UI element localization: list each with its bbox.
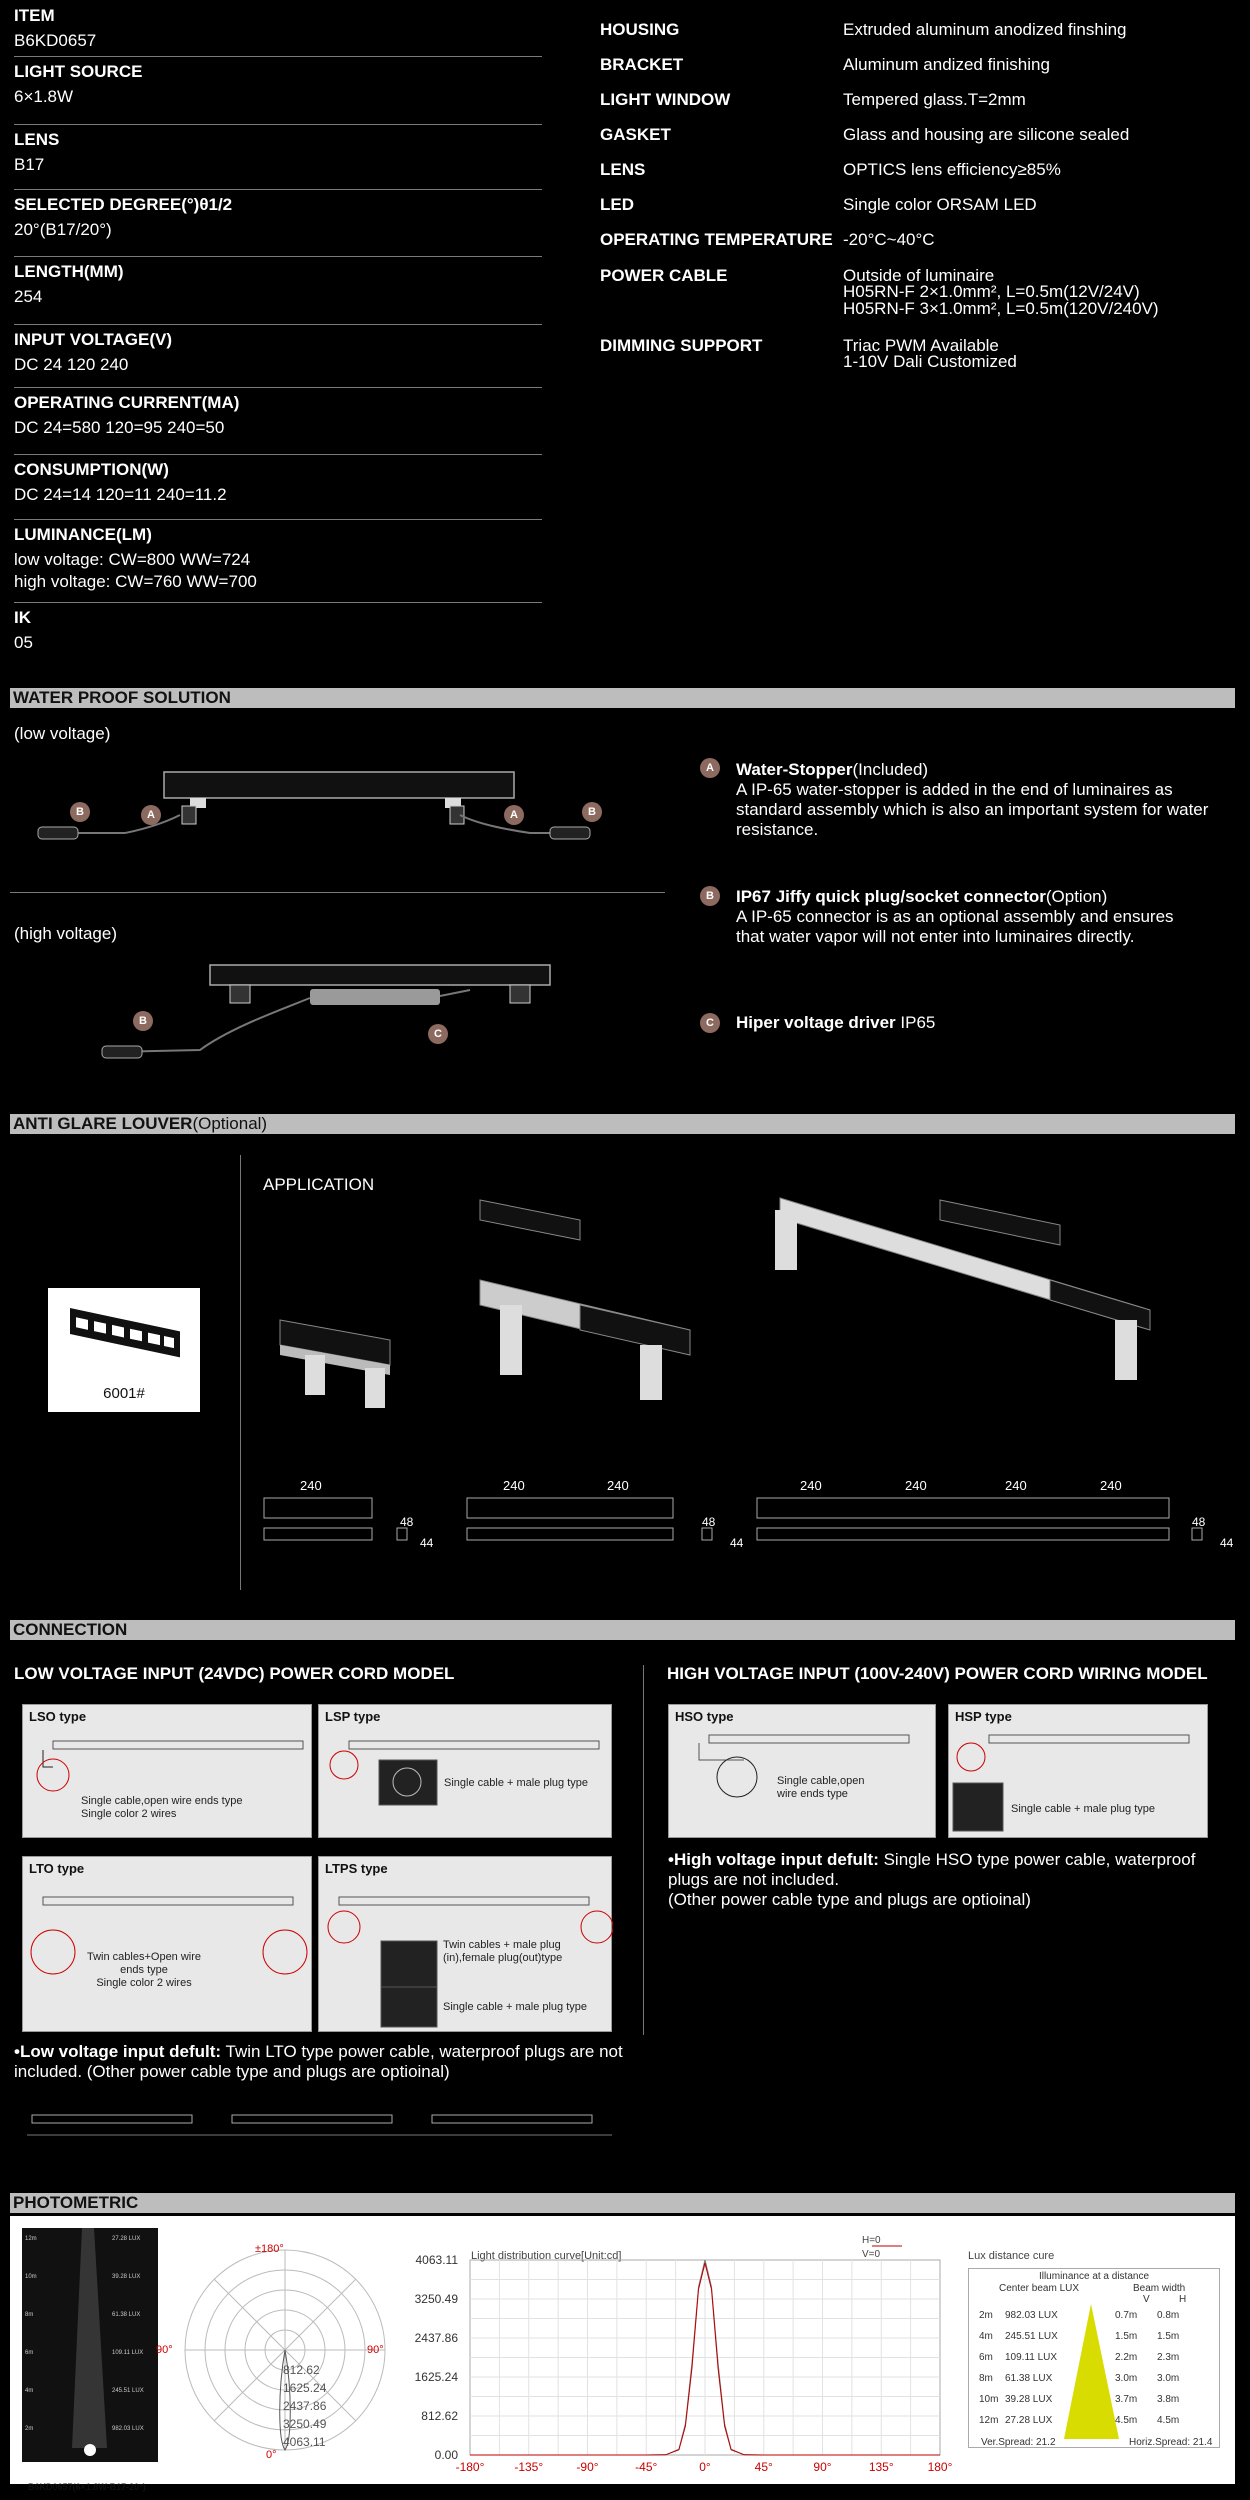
- spec-label: CONSUMPTION(W): [14, 460, 169, 479]
- lsp-type-card: [318, 1704, 612, 1838]
- spec-label: DIMMING SUPPORT: [600, 336, 763, 355]
- beam-distance-label: 8m: [25, 2312, 34, 2318]
- spec-value: 6×1.8W: [14, 87, 74, 106]
- louver-application-illustrations: [260, 1180, 1240, 1440]
- spec-label: LED: [600, 195, 634, 214]
- high-voltage-default-note: •High voltage input defult: Single HSO type power cable, waterproof plugs are not included. (Other power cable type and plugs are optioinal): [668, 1850, 1196, 1909]
- x-tick-label: 45°: [754, 2460, 773, 2474]
- badge-c: C: [700, 1013, 720, 1033]
- legend-v: V=0: [862, 2249, 881, 2260]
- divider: [14, 124, 542, 125]
- spec-label: GASKET: [600, 125, 671, 144]
- louver-dim-width: 240: [503, 1478, 525, 1493]
- lux-cell: 10m: [979, 2394, 999, 2405]
- spec-value: Glass and housing are silicone sealed: [843, 125, 1130, 144]
- spec-value: Tempered glass.T=2mm: [843, 90, 1026, 109]
- card-title: HSO type: [675, 1709, 734, 1724]
- badge-b: B: [582, 802, 602, 822]
- beam-distance-label: 6m: [25, 2350, 34, 2356]
- lux-cell: 12m: [979, 2415, 999, 2426]
- x-tick-label: 0°: [699, 2460, 711, 2474]
- section-louver-header: ANTI GLARE LOUVER(Optional): [10, 1114, 1235, 1134]
- spec-value: B17: [14, 155, 45, 174]
- lux-cell: 2.3m: [1157, 2352, 1180, 2363]
- lux-cell: 8m: [979, 2373, 993, 2384]
- spec-value: 20°(B17/20°): [14, 220, 112, 239]
- divider: [14, 387, 542, 388]
- spec-value: Aluminum andized finishing: [843, 55, 1050, 74]
- spec-value: Outside of luminaire: [843, 266, 995, 285]
- lux-row: [977, 2370, 1217, 2390]
- y-tick-label: 2437.86: [414, 2331, 458, 2345]
- polar-top-label: ±180°: [255, 2243, 284, 2255]
- lux-cell: 3.0m: [1115, 2373, 1138, 2384]
- x-tick-label: 90°: [813, 2460, 832, 2474]
- badge-a: A: [700, 758, 720, 778]
- lux-row: [977, 2349, 1217, 2369]
- louver-dim-width: 240: [1100, 1478, 1122, 1493]
- lux-head: H: [1179, 2294, 1187, 2305]
- beam-lux-label: 39.28 LUX: [112, 2274, 141, 2280]
- lux-head: Illuminance at a distance: [1038, 2271, 1150, 2282]
- lux-cell: 6m: [979, 2352, 993, 2363]
- spec-label: ITEM: [14, 6, 55, 25]
- y-tick-label: 812.62: [421, 2409, 458, 2423]
- spec-label: LENS: [14, 130, 60, 149]
- lux-table: [968, 2268, 1220, 2448]
- divider: [14, 324, 542, 325]
- spec-label: LENGTH(MM): [14, 262, 124, 281]
- spec-label: HOUSING: [600, 20, 680, 39]
- spec-value: high voltage: CW=760 WW=700: [14, 572, 257, 591]
- polar-ring-label: 4063.11: [283, 2435, 326, 2449]
- polar-ring-label: 1625.24: [283, 2381, 327, 2395]
- spec-value: DC 24 120 240: [14, 355, 129, 374]
- high-voltage-label: (high voltage): [14, 924, 118, 943]
- spec-value: low voltage: CW=800 WW=724: [14, 550, 251, 569]
- spec-value: DC 24=14 120=11 240=11.2: [14, 485, 227, 504]
- lux-row: [977, 2391, 1217, 2411]
- card-desc: Twin cables+Open wire ends type Single color 2 wires: [87, 1951, 202, 1989]
- louver-dim-height: 44: [1220, 1536, 1234, 1550]
- light-distribution-chart: [400, 2225, 960, 2485]
- lux-title: Lux distance cure: [968, 2250, 1055, 2262]
- lux-cell: 2.2m: [1115, 2352, 1138, 2363]
- beam-image: [22, 2228, 158, 2462]
- spec-value: Triac PWM Available: [843, 336, 999, 355]
- polar-ring-label: 2437.86: [283, 2399, 327, 2413]
- card-title: LTO type: [29, 1861, 85, 1876]
- curve-title: Light distribution curve[Unit:cd]: [471, 2250, 622, 2262]
- polar-right-label: 90°: [367, 2344, 384, 2356]
- x-tick-label: -90°: [576, 2460, 599, 2474]
- lso-type-card: [22, 1704, 312, 1838]
- spec-label: IK: [14, 608, 31, 627]
- lux-cell: 1.5m: [1115, 2331, 1138, 2342]
- louver-dim-height: 44: [420, 1536, 434, 1550]
- lux-cell: 0.8m: [1157, 2310, 1180, 2321]
- spec-label: LENS: [600, 160, 646, 179]
- polar-ring-label: 812.62: [283, 2363, 320, 2377]
- card-title: LSO type: [29, 1709, 87, 1724]
- beam-lux-label: 245.51 LUX: [112, 2388, 144, 2394]
- x-tick-label: -45°: [635, 2460, 658, 2474]
- louver-dim-height: 48: [400, 1515, 414, 1529]
- spec-value: 05: [14, 633, 33, 652]
- badge-b: B: [133, 1011, 153, 1031]
- card-desc: Single cable + male plug type: [444, 1777, 589, 1789]
- spec-label: SELECTED DEGREE(°)θ1/2: [14, 195, 233, 214]
- card-desc: Single cable + male plug type: [1011, 1803, 1156, 1815]
- divider: [643, 1665, 644, 2035]
- lux-cell: 39.28 LUX: [1005, 2394, 1053, 2405]
- spec-value: OPTICS lens efficiency≥85%: [843, 160, 1061, 179]
- lux-cell: 4.5m: [1115, 2415, 1138, 2426]
- badge-b: B: [70, 802, 90, 822]
- lux-cell: 27.28 LUX: [1005, 2415, 1053, 2426]
- spec-value: Single color ORSAM LED: [843, 195, 1037, 214]
- lux-cell: 3.0m: [1157, 2373, 1180, 2384]
- lux-cell: 0.7m: [1115, 2310, 1138, 2321]
- lto-type-card: [22, 1856, 312, 2032]
- application-label: APPLICATION: [263, 1175, 375, 1194]
- lux-head: V: [1143, 2294, 1150, 2305]
- card-title: HSP type: [955, 1709, 1012, 1724]
- spec-value: B6KD0657: [14, 31, 97, 50]
- beam-distance-label: 10m: [25, 2274, 37, 2280]
- louver-dim-width: 240: [800, 1478, 822, 1493]
- lux-cell: 245.51 LUX: [1005, 2331, 1058, 2342]
- card-title: LSP type: [325, 1709, 381, 1724]
- hso-type-card: [668, 1704, 936, 1838]
- card-title: LTPS type: [325, 1861, 388, 1876]
- lux-row: [977, 2328, 1217, 2348]
- spec-label: LIGHT SOURCE: [14, 62, 143, 81]
- x-tick-label: -135°: [514, 2460, 544, 2474]
- hsp-type-card: [948, 1704, 1208, 1838]
- louver-dim-width: 240: [300, 1478, 322, 1493]
- polar-ring-label: 3250.49: [283, 2417, 327, 2431]
- louver-dim-height: 48: [1192, 1515, 1206, 1529]
- hor-spread: Horiz.Spread: 21.4: [1129, 2437, 1213, 2448]
- spec-value: H05RN-F 3×1.0mm², L=0.5m(120V/240V): [843, 299, 1159, 318]
- beam-lux-label: 982.03 LUX: [112, 2426, 144, 2432]
- x-tick-label: -180°: [455, 2460, 485, 2474]
- high-voltage-title: HIGH VOLTAGE INPUT (100V-240V) POWER CORD WIRING MODEL: [667, 1664, 1208, 1683]
- beam-lux-label: 61.38 LUX: [112, 2312, 141, 2318]
- spec-label: OPERATING CURRENT(MA): [14, 393, 240, 412]
- lux-head: Center beam LUX: [999, 2283, 1080, 2294]
- spec-value: -20°C~40°C: [843, 230, 935, 249]
- low-voltage-diagram: [30, 760, 650, 860]
- driver-note: Hiper voltage driver IP65: [736, 1013, 936, 1032]
- card-desc: Single cable + male plug type: [443, 2001, 588, 2013]
- card-desc: Single cable,open wire ends type: [777, 1775, 865, 1800]
- louver-part-card: [48, 1288, 200, 1412]
- card-desc: Twin cables + male plug (in),female plug(out)type: [443, 1939, 563, 1964]
- spec-value: DC 24=580 120=95 240=50: [14, 418, 225, 437]
- divider: [14, 56, 542, 57]
- divider: [14, 189, 542, 190]
- badge-c: C: [428, 1024, 448, 1044]
- lux-cell: 4.5m: [1157, 2415, 1180, 2426]
- divider: [14, 519, 542, 520]
- product-caption: B6KD0657(6×1.8W-B17-20°): [28, 2482, 146, 2492]
- beam-lux-label: 27.28 LUX: [112, 2236, 141, 2242]
- x-tick-label: 135°: [868, 2460, 894, 2474]
- y-tick-label: 3250.49: [414, 2292, 458, 2306]
- divider: [10, 892, 665, 893]
- ver-spread: Ver.Spread: 21.2: [981, 2437, 1056, 2448]
- low-voltage-label: (low voltage): [14, 724, 111, 743]
- divider: [14, 454, 542, 455]
- spec-label: POWER CABLE: [600, 266, 728, 285]
- lux-cell: 3.7m: [1115, 2394, 1138, 2405]
- high-voltage-diagram: [90, 960, 560, 1060]
- louver-dim-width: 240: [1005, 1478, 1027, 1493]
- lux-row: [977, 2307, 1217, 2327]
- badge-a: A: [141, 805, 161, 825]
- spec-label: OPERATING TEMPERATURE: [600, 230, 833, 249]
- louver-dim-width: 240: [607, 1478, 629, 1493]
- polar-bottom-label: 0°: [266, 2449, 277, 2461]
- badge-a: A: [504, 805, 524, 825]
- beam-distance-label: 4m: [25, 2388, 34, 2394]
- divider: [240, 1155, 241, 1590]
- lux-head: Beam width: [1133, 2283, 1186, 2294]
- louver-part-number: 6001#: [103, 1385, 145, 1402]
- lux-cell: 61.38 LUX: [1005, 2373, 1053, 2384]
- spec-value: 254: [14, 287, 43, 306]
- legend-h: H=0: [862, 2235, 881, 2246]
- y-tick-label: 1625.24: [414, 2370, 458, 2384]
- lux-cell: 1.5m: [1157, 2331, 1180, 2342]
- lux-cell: 982.03 LUX: [1005, 2310, 1058, 2321]
- louver-dim-width: 240: [905, 1478, 927, 1493]
- spec-value: H05RN-F 2×1.0mm², L=0.5m(12V/24V): [843, 282, 1140, 301]
- section-connection-header: CONNECTION: [10, 1620, 1235, 1640]
- badge-b: B: [700, 886, 720, 906]
- beam-distance-label: 2m: [25, 2426, 34, 2432]
- spec-label: BRACKET: [600, 55, 684, 74]
- section-waterproof-header: WATER PROOF SOLUTION: [10, 688, 1235, 708]
- spec-label: LUMINANCE(LM): [14, 525, 152, 544]
- beam-distance-label: 12m: [25, 2236, 37, 2242]
- beam-lux-label: 109.11 LUX: [112, 2350, 144, 2356]
- spec-label: INPUT VOLTAGE(V): [14, 330, 173, 349]
- spec-value: 1-10V Dali Customized: [843, 352, 1017, 371]
- louver-dim-height: 48: [702, 1515, 716, 1529]
- card-desc: Single cable,open wire ends type Single color 2 wires: [81, 1795, 243, 1820]
- lux-cell: 2m: [979, 2310, 993, 2321]
- lux-cell: 4m: [979, 2331, 993, 2342]
- lux-row: [977, 2412, 1217, 2432]
- louver-dim-height: 44: [730, 1536, 744, 1550]
- y-tick-label: 0.00: [434, 2448, 458, 2462]
- divider: [14, 602, 542, 603]
- x-tick-label: 180°: [927, 2460, 953, 2474]
- low-voltage-title: LOW VOLTAGE INPUT (24VDC) POWER CORD MODEL: [14, 1664, 455, 1683]
- water-stopper-note: Water-Stopper(Included) A IP-65 water-stopper is added in the end of luminaires as standard assembly which is also an important system for water resistance.: [736, 760, 1209, 839]
- spec-label: LIGHT WINDOW: [600, 90, 731, 109]
- lux-cell: 3.8m: [1157, 2394, 1180, 2405]
- connector-note: IP67 Jiffy quick plug/socket connector(Option) A IP-65 connector is as an optional assembly and ensures that water vapor will not enter into luminaires directly.: [736, 887, 1174, 946]
- section-photometric-header: PHOTOMETRIC: [10, 2193, 1235, 2213]
- divider: [14, 256, 542, 257]
- polar-left-label: 90°: [156, 2344, 173, 2356]
- spec-value: Extruded aluminum anodized finshing: [843, 20, 1127, 39]
- low-voltage-strip-drawing: [22, 2110, 622, 2146]
- ltps-type-card: [318, 1856, 612, 2032]
- low-voltage-default-note: •Low voltage input defult: Twin LTO type power cable, waterproof plugs are not included. (Other power cable type and plugs are optioinal): [14, 2042, 623, 2081]
- lux-cell: 109.11 LUX: [1005, 2352, 1058, 2363]
- y-tick-label: 4063.11: [415, 2253, 458, 2267]
